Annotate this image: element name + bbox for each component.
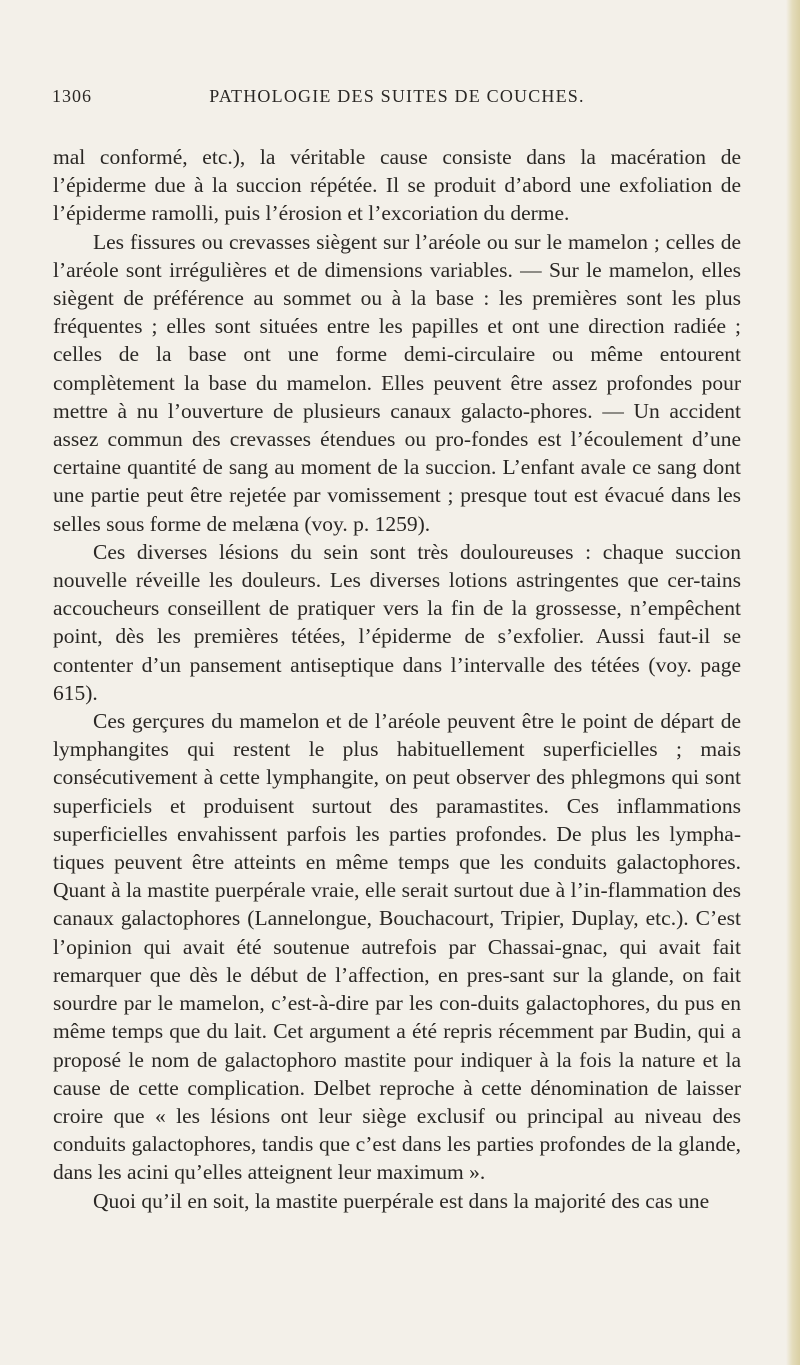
body-text xyxy=(53,143,741,1215)
page-number: 1306 xyxy=(52,86,92,106)
paragraph-3: Ces diverses lésions du sein sont très douloureuses : chaque succion nouvelle réveille les douleurs. Les diverses lotions astringentes que cer-tains accoucheurs conseillent de pratiquer vers la fin de la grossesse, n’empêchent point, dès les premières tétées, l’épiderme de s’exfolier. Aussi faut-il se contenter d’un pansement antiseptique dans l’intervalle des tétées (voy. page 615). xyxy=(53,539,741,705)
running-title: PATHOLOGIE DES SUITES DE COUCHES. xyxy=(209,86,585,106)
paragraph-1: mal conformé, etc.), la véritable cause consiste dans la macération de l’épiderme due à la succion répétée. Il se produit d’abord une exfoliation de l’épiderme ramolli, puis l’érosion et l’excoriation du derme. xyxy=(53,145,741,226)
paragraph-2: Les fissures ou crevasses siègent sur l’aréole ou sur le mamelon ; celles de l’aréole sont irrégulières et de dimensions variables. — Sur le mamelon, elles siègent de préférence au sommet ou à la base : les premières sont les plus fréquentes ; elles sont situées entre les papilles et ont une direction radiée ; celles de la base ont une forme demi-circulaire ou même entourent complètement la base du mamelon. Elles peuvent être assez profondes pour mettre à nu l’ouverture de plusieurs canaux galacto-phores. — Un accident assez commun des crevasses étendues ou pro-fondes est l’écoulement d’une certaine quantité de sang au moment de la succion. L’enfant avale ce sang dont une partie peut être rejetée par vomissement ; presque tout est évacué dans les selles sous forme de melæna (voy. p. 1259). xyxy=(53,229,741,536)
page-edge xyxy=(786,0,800,1365)
paragraph-4: Ces gerçures du mamelon et de l’aréole peuvent être le point de départ de lymphangites qui restent le plus habituellement superficielles ; mais consécutivement à cette lymphangite, on peut observer des phlegmons qui sont superficiels et produisent surtout des paramastites. Ces inflammations superficielles envahissent parfois les parties profondes. De plus les lympha-tiques peuvent être atteints en même temps que les conduits galactophores. Quant à la mastite puerpérale vraie, elle serait surtout due à l’in-flammation des canaux galactophores (Lannelongue, Bouchacourt, Tripier, Duplay, etc.). C’est l’opinion qui avait été soutenue autrefois par Chassai-gnac, qui avait fait remarquer que dès le début de l’affection, en pres-sant sur la glande, on fait sourdre par le mamelon, c’est-à-dire par les con-duits galactophores, du pus en même temps que du lait. Cet argument a été repris récemment par Budin, qui a proposé le nom de galactophoro mastite pour indiquer à la fois la nature et la cause de cette complication. Delbet reproche à cette dénomination de laisser croire que « les lésions ont leur siège exclusif ou principal au niveau des conduits galactophores, tandis que c’est dans les parties profondes de la glande, dans les acini qu’elles atteignent leur maximum ». xyxy=(53,709,741,1185)
paragraph-5: Quoi qu’il en soit, la mastite puerpérale est dans la majorité des cas une xyxy=(93,1188,710,1213)
page-header xyxy=(52,86,742,116)
